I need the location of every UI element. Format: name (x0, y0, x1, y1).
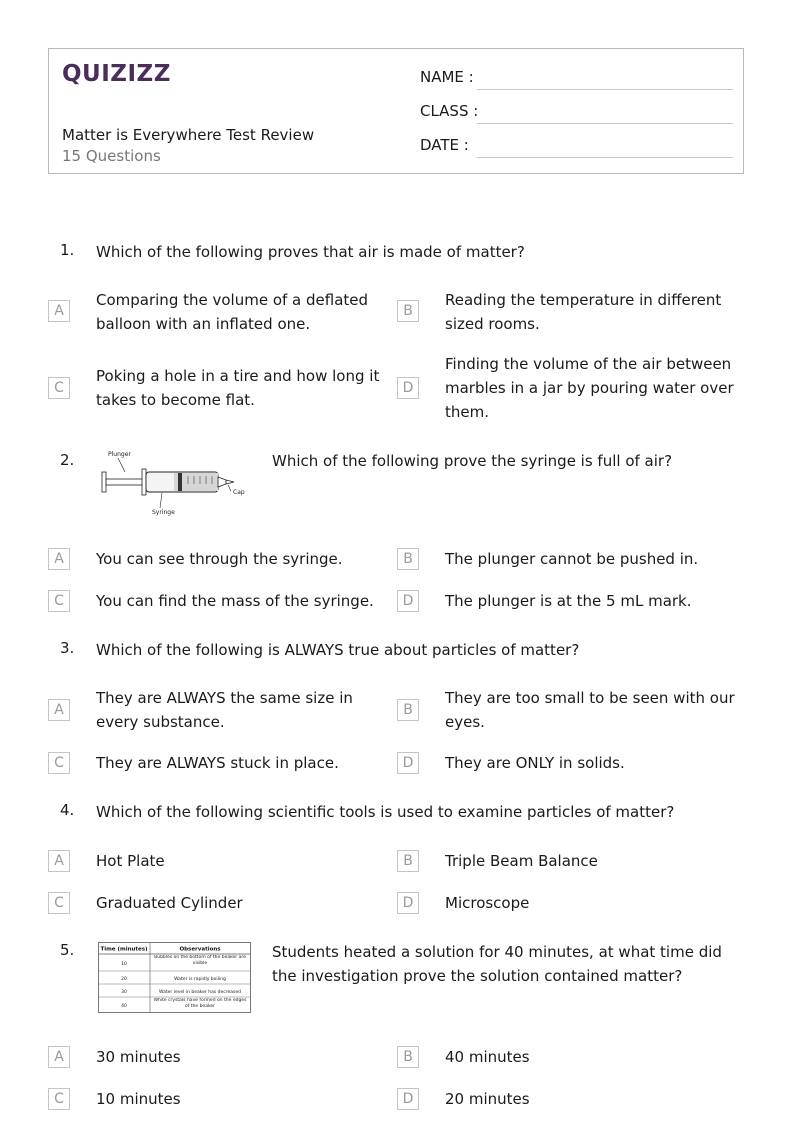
option-letter-d[interactable]: D (397, 377, 419, 399)
option-letter-b[interactable]: B (397, 1046, 419, 1068)
table-cell: 10 (121, 962, 127, 967)
table-cell: 40 (121, 1004, 127, 1009)
question-text: Which of the following scientific tools is used to examine particles of matter? (96, 803, 675, 821)
question-text: Which of the following proves that air is made of matter? (96, 243, 525, 261)
option-letter-a[interactable]: A (48, 850, 70, 872)
option-letter-c[interactable]: C (48, 377, 70, 399)
option-text-d[interactable]: Finding the volume of the air between marbles in a jar by pouring water over them. (445, 355, 734, 421)
date-line[interactable] (477, 157, 733, 158)
table-cell: Bubbles on the bottom of the beaker are visible (154, 955, 246, 966)
question-text: Which of the following is ALWAYS true about particles of matter? (96, 641, 580, 659)
syringe-label: Syringe (152, 509, 175, 516)
option-letter-b[interactable]: B (397, 699, 419, 721)
option-letter-b[interactable]: B (397, 300, 419, 322)
option-text-c[interactable]: Poking a hole in a tire and how long it takes to become flat. (96, 367, 380, 409)
worksheet-header (48, 48, 744, 174)
option-text-a[interactable]: They are ALWAYS the same size in every substance. (96, 689, 353, 731)
option-letter-a[interactable]: A (48, 699, 70, 721)
plunger-label: Plunger (108, 451, 131, 458)
option-letter-d[interactable]: D (397, 1088, 419, 1110)
question-number: 2. (60, 451, 75, 469)
option-letter-a[interactable]: A (48, 548, 70, 570)
option-letter-d[interactable]: D (397, 752, 419, 774)
question-text: Which of the following prove the syringe is full of air? (272, 452, 673, 470)
table-header-observations: Observations (179, 946, 221, 953)
date-field[interactable] (420, 136, 733, 158)
option-text-b[interactable]: The plunger cannot be pushed in. (445, 550, 699, 568)
option-letter-b[interactable]: B (397, 548, 419, 570)
table-cell: Water is rapidly boiling (174, 977, 226, 982)
option-letter-d[interactable]: D (397, 892, 419, 914)
option-text-c[interactable]: You can find the mass of the syringe. (96, 592, 374, 610)
option-text-c[interactable]: They are ALWAYS stuck in place. (96, 754, 339, 772)
question-text: Students heated a solution for 40 minutes, at what time did the investigation prove the solution contained matter? (272, 943, 722, 985)
quizizz-logo: QUIZIZZ (62, 61, 171, 87)
option-letter-c[interactable]: C (48, 590, 70, 612)
option-text-b[interactable]: Reading the temperature in different sized rooms. (445, 291, 722, 333)
question-count: 15 Questions (62, 147, 161, 165)
observation-table (98, 942, 252, 1014)
option-text-a[interactable]: Comparing the volume of a deflated balloon with an inflated one. (96, 291, 369, 333)
option-letter-a[interactable]: A (48, 1046, 70, 1068)
option-letter-a[interactable]: A (48, 300, 70, 322)
name-line[interactable] (477, 89, 733, 90)
option-text-c[interactable]: Graduated Cylinder (96, 894, 243, 912)
option-text-b[interactable]: They are too small to be seen with our eyes. (445, 689, 735, 731)
option-text-d[interactable]: They are ONLY in solids. (445, 754, 625, 772)
syringe-diagram (98, 448, 248, 518)
option-letter-c[interactable]: C (48, 1088, 70, 1110)
option-letter-b[interactable]: B (397, 850, 419, 872)
table-cell: 20 (121, 977, 127, 982)
option-text-b[interactable]: 40 minutes (445, 1048, 530, 1066)
table-cell: 30 (121, 990, 127, 995)
table-cell: White crystals have formed on the edges of the beaker (153, 998, 247, 1009)
table-header-time: Time (minutes) (100, 946, 148, 953)
name-field[interactable] (420, 68, 733, 90)
name-label: NAME : (420, 68, 474, 86)
option-text-a[interactable]: Hot Plate (96, 852, 165, 870)
option-letter-d[interactable]: D (397, 590, 419, 612)
date-label: DATE : (420, 136, 469, 154)
question-number: 3. (60, 639, 75, 657)
worksheet-title: Matter is Everywhere Test Review (62, 126, 315, 144)
option-letter-c[interactable]: C (48, 752, 70, 774)
question-number: 5. (60, 941, 75, 959)
class-label: CLASS : (420, 102, 479, 120)
table-cell: Water level in beaker has decreased (158, 990, 242, 995)
option-text-d[interactable]: 20 minutes (445, 1090, 530, 1108)
option-letter-c[interactable]: C (48, 892, 70, 914)
question-number: 1. (60, 241, 75, 259)
option-text-a[interactable]: You can see through the syringe. (96, 550, 343, 568)
cap-label: Cap (233, 489, 245, 496)
question-number: 4. (60, 801, 75, 819)
option-text-c[interactable]: 10 minutes (96, 1090, 181, 1108)
class-line[interactable] (477, 123, 733, 124)
option-text-a[interactable]: 30 minutes (96, 1048, 181, 1066)
class-field[interactable] (420, 102, 733, 124)
option-text-d[interactable]: The plunger is at the 5 mL mark. (445, 592, 692, 610)
option-text-b[interactable]: Triple Beam Balance (445, 852, 598, 870)
option-text-d[interactable]: Microscope (445, 894, 530, 912)
